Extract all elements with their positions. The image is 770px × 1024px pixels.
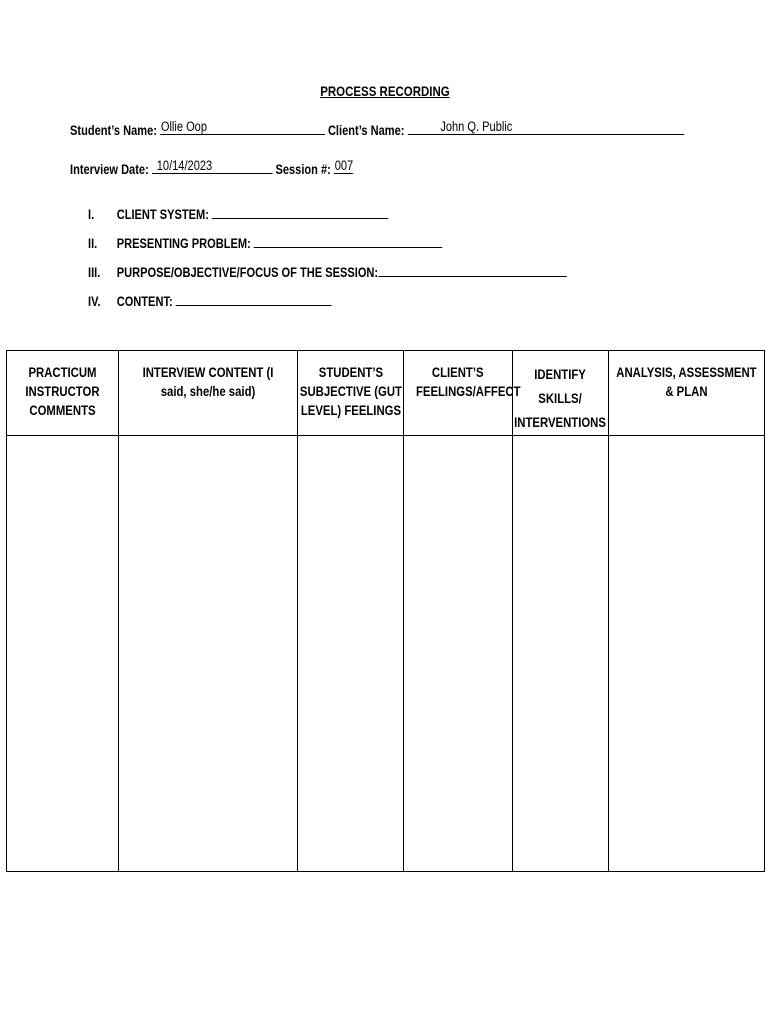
column-header-identify-skills-interventions: IDENTIFY SKILLS/ INTERVENTIONS: [513, 351, 609, 436]
session-field[interactable]: 007: [334, 159, 353, 173]
column-header-client-feelings-affect: CLIENT’S FEELINGS/AFFECT: [404, 351, 513, 436]
column-header-interview-content: INTERVIEW CONTENT (I said, she/he said): [119, 351, 298, 436]
student-name-field[interactable]: Ollie Oop: [160, 120, 325, 135]
page-title: PROCESS RECORDING: [320, 83, 450, 99]
section-client-system: I. CLIENT SYSTEM:: [88, 206, 454, 224]
purpose-blank[interactable]: [378, 264, 567, 277]
section-content: IV. CONTENT:: [88, 293, 385, 311]
presenting-problem-blank[interactable]: [254, 235, 443, 248]
column-header-practicum-instructor-comments: PRACTICUM INSTRUCTOR COMMENTS: [7, 351, 119, 436]
interview-date-label: Interview Date:: [70, 162, 149, 177]
interview-content-cell[interactable]: [119, 436, 298, 872]
session-label: Session #:: [275, 162, 331, 177]
table-body-row: [7, 436, 765, 872]
column-header-student-subjective-feelings: STUDENT’S SUBJECTIVE (GUT LEVEL) FEELINGS: [298, 351, 404, 436]
section-presenting-problem: II. PRESENTING PROBLEM:: [88, 235, 520, 253]
student-subjective-feelings-cell[interactable]: [298, 436, 404, 872]
names-row: [70, 120, 770, 140]
table-header-row: [7, 351, 765, 436]
interview-date-field[interactable]: 10/14/2023: [152, 159, 273, 174]
client-name-field[interactable]: John Q. Public: [408, 120, 684, 135]
client-feelings-affect-cell[interactable]: [404, 436, 513, 872]
column-header-analysis-assessment-plan: ANALYSIS, ASSESSMENT & PLAN: [609, 351, 765, 436]
practicum-instructor-comments-cell[interactable]: [7, 436, 119, 872]
section-purpose: III. PURPOSE/OBJECTIVE/FOCUS OF THE SESSION:: [88, 264, 672, 282]
date-session-row: [70, 159, 415, 179]
process-recording-table: [6, 350, 765, 872]
analysis-assessment-plan-cell[interactable]: [609, 436, 765, 872]
client-name-label: Client’s Name:: [327, 123, 405, 138]
client-system-blank[interactable]: [212, 206, 388, 219]
student-name-label: Student’s Name:: [70, 123, 157, 138]
content-blank[interactable]: [176, 293, 332, 306]
identify-skills-interventions-cell[interactable]: [513, 436, 609, 872]
